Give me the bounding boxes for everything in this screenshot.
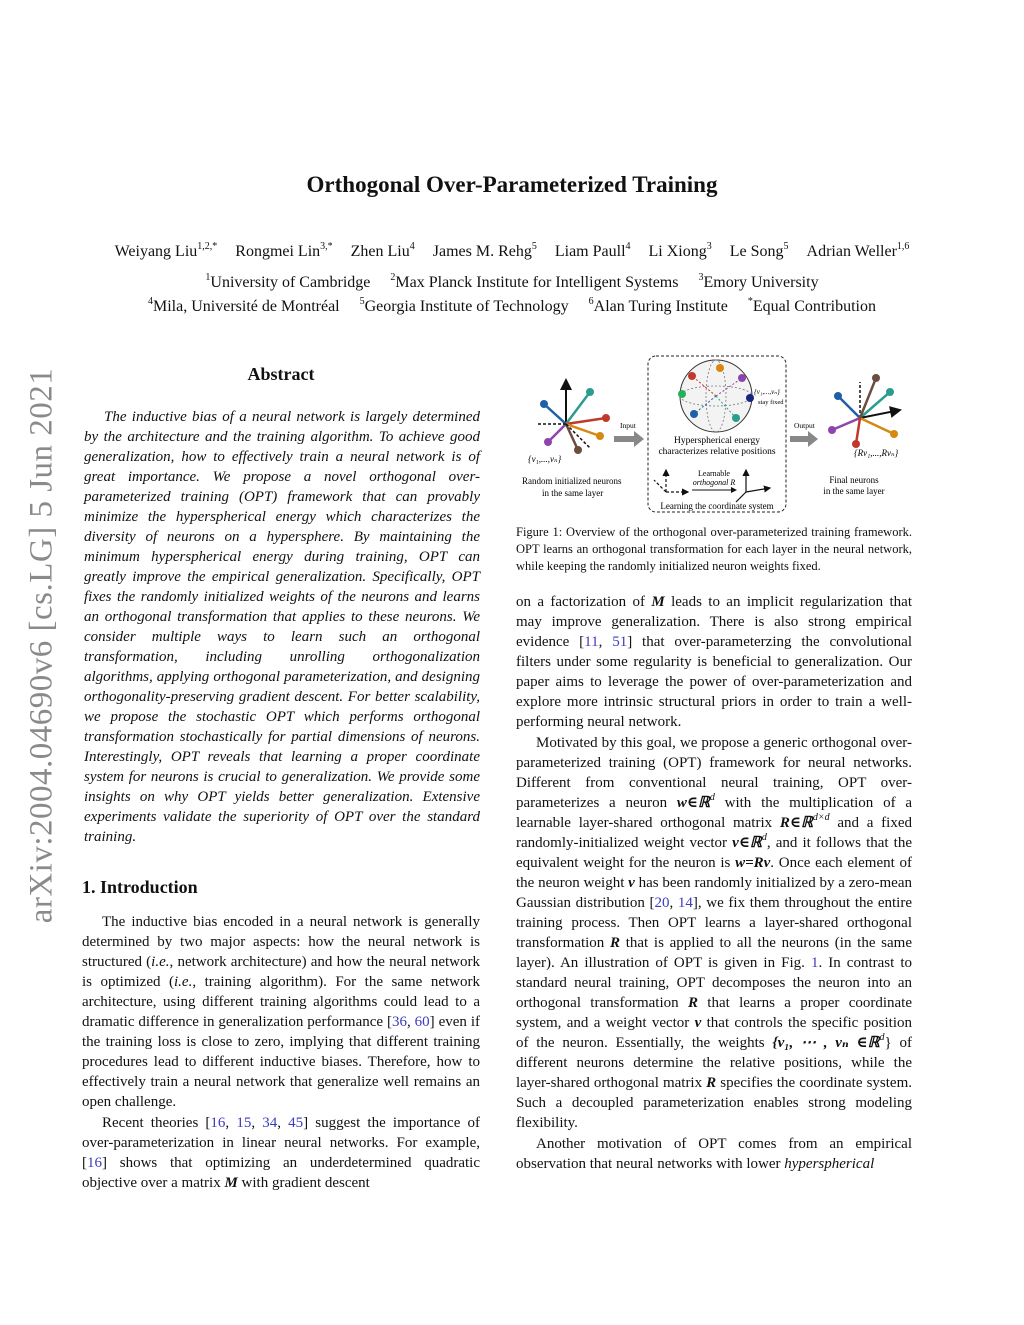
figure-label: Random initialized neurons — [522, 476, 622, 486]
random-neurons-star — [538, 380, 610, 454]
author: Liam Paull$^4$ — [554, 241, 631, 260]
figure-label: orthogonal R — [692, 478, 736, 487]
author: Le Song$^5$ — [729, 241, 789, 260]
figure-label: Input — [620, 421, 636, 430]
figure-label: Learnable — [698, 469, 730, 478]
figure-label: Hyperspherical energy — [673, 436, 761, 446]
paper-title: Orthogonal Over-Parameterized Training — [306, 172, 718, 197]
abstract-body: The inductive bias of a neural network is largely determined by the architecture and the training algorithm. To achieve good generalization, how to effectively train a neural network is of great importance. We propose a novel orthogonal over-parameterized training (OPT) framework that can provably minimize the hyperspherical energy which characterizes the diversity of neurons on a hypersphere. By maintaining the minimum hyperspherical energy during training, OPT can greatly improve the empirical generalization. Specifically, OPT fixes the randomly initialized weights of the neurons and learns an orthogonal transformation that applies to these neurons. We consider multiple ways to learn such an orthogonal transformation, including unrolling orthogonalization algorithms, applying orthogonal parameterization, and designing orthogonality-preserving gradient descent. For better scalability, we propose the stochastic OPT which performs orthogonal transformation stochastically for partial dimensions of neurons. Interestingly, OPT reveals that learning a proper coordinate system for neurons is crucial to generalization. We provide some insights on why OPT yields better generalization. Extensive experiments validate the superiority of OPT over the standard training. — [84, 409, 480, 845]
abstract-heading: Abstract — [247, 364, 315, 384]
affiliation: $^6$Alan Turing Institute — [588, 296, 728, 315]
author: Li Xiong$^3$ — [648, 241, 712, 260]
paragraph: Recent theories [16, 15, 34, 45] suggest the importance of over-parameterization in linear neural networks. For example, [16] shows that optimizing an underdetermined quadratic objective over a matrix M with gradient descent — [82, 1115, 481, 1191]
author: James M. Rehg$^5$ — [432, 241, 537, 260]
final-neurons-star — [828, 374, 900, 448]
paragraph: The inductive bias encoded in a neural network is generally determined by two major aspects: how the neural network is structured (i.e., network architecture) and how the neural network is optimized (i.e., training algorithm). For the same network architecture, using different training algorithms could lead to a dramatic difference in generalization performance [36, 60] even if the training loss is close to zero, implying that different training procedures lead to different inductive biases. Therefore, how to effectively train a neural network that generalize well remains an open challenge. — [82, 914, 480, 1110]
affiliations-line-2 — [60, 298, 964, 316]
citation-link[interactable]: 45 — [288, 1115, 304, 1131]
affiliation: $^3$Emory University — [698, 272, 819, 291]
figure-label: characterizes relative positions — [658, 447, 776, 457]
output-arrow-icon — [790, 431, 818, 447]
figure-label: Final neurons — [829, 475, 879, 485]
affiliations-line-1 — [60, 274, 964, 292]
figure-1-caption: Figure 1: Overview of the orthogonal over-parameterized training framework. OPT learns an orthogonal transformation for each layer in the neural network, while keeping the randomly initialized neuron weights fixed. — [516, 525, 912, 573]
citation-link[interactable]: 36 — [392, 1014, 407, 1030]
section-heading-introduction: 1. Introduction — [82, 877, 198, 897]
author: Adrian Weller$^{1,6}$ — [806, 241, 910, 260]
input-arrow-icon — [614, 431, 644, 447]
citation-link[interactable]: 60 — [414, 1014, 430, 1030]
citation-link[interactable]: 20 — [654, 895, 670, 911]
hypersphere-icon — [678, 360, 754, 432]
citation-link[interactable]: 15 — [236, 1115, 252, 1131]
right-column-body — [516, 592, 912, 1174]
citation-link[interactable]: 16 — [210, 1115, 226, 1131]
introduction-body — [82, 912, 480, 1193]
author-list — [60, 240, 964, 264]
author: Weiyang Liu$^{1,2,*}$ — [114, 241, 218, 260]
citation-link[interactable]: 34 — [262, 1115, 278, 1131]
author: Rongmei Lin$^{3,*}$ — [235, 241, 333, 260]
author: Zhen Liu$^4$ — [350, 241, 415, 260]
arxiv-sidebar — [18, 365, 66, 925]
citation-link[interactable]: 11 — [584, 634, 599, 650]
affiliation: $^5$Georgia Institute of Technology — [359, 296, 569, 315]
figure-label: Output — [794, 421, 815, 430]
paragraph: Another motivation of OPT comes from an empirical observation that neural networks with lower hyperspherical — [516, 1136, 912, 1172]
citation-link[interactable]: 51 — [612, 634, 628, 650]
affiliation: $^2$Max Planck Institute for Intelligent Systems — [390, 272, 679, 291]
figure-label: in the same layer — [823, 486, 885, 496]
affiliation: $^4$Mila, Université de Montréal — [148, 296, 340, 315]
figure-label: Learning the coordinate system — [660, 501, 774, 511]
figure-label: in the same layer — [542, 488, 604, 498]
figure-reference-link[interactable]: 1 — [810, 955, 819, 971]
paragraph: Motivated by this goal, we propose a generic orthogonal over-parameterized training (OPT) framework for neural networks. Different from conventional neural training, OPT over-parameterizes a neuron w∈ℝ$^d$ with the multiplication of a learnable layer-shared orthogonal matrix R∈ℝ$^{d\times d}$ and a fixed randomly-initialized weight vector v∈ℝ$^d$, and it follows that the equivalent weight for the neuron is w=Rv. Once each element of the neuron weight v has been randomly initialized by a zero-mean Gaussian distribution [20, 14], we fix them throughout the entire training process. Then OPT learns a layer-shared orthogonal transformation R that is applied to all the neurons (in the same layer). An illustration of OPT is given in Fig. 1. In contrast to standard neural training, OPT decomposes the neuron into an orthogonal transformation R that learns a proper coordinate system, and a weight vector v that controls the specific position of the neuron. Essentially, the weights {v₁, ⋯ , vₙ ∈ℝ$^d$} of different neurons determine the relative positions, while the layer-shared orthogonal matrix R specifies the coordinate system. Such a decoupled parameterization enables strong modeling flexibility. — [516, 735, 913, 1131]
figure-label: {v₁,...,vₙ} — [528, 454, 562, 464]
arxiv-identifier: arXiv:2004.04690v6 [cs.LG] 5 Jun 2021 — [23, 367, 60, 923]
figure-label: stay fixed — [758, 399, 784, 406]
paragraph: on a factorization of M leads to an implicit regularization that may improve generalization. There is also strong empirical evidence [11, 51] that over-parameterzing the convolutional filters under some regularity is beneficial to generalization. Our paper aims to leverage the power of over-parameterization and explore more intrinsic structural priors in order to train a well-performing neural network. — [516, 594, 912, 730]
figure-label: {Rv₁,...,Rvₙ} — [854, 448, 899, 458]
affiliation: $^1$University of Cambridge — [205, 272, 371, 291]
affiliation: *Equal Contribution — [747, 296, 876, 315]
figure-label: {v₁,...,vₙ} — [754, 388, 780, 396]
citation-link[interactable]: 14 — [677, 895, 693, 911]
citation-link[interactable]: 16 — [87, 1155, 102, 1171]
figure-1-diagram — [514, 352, 914, 514]
